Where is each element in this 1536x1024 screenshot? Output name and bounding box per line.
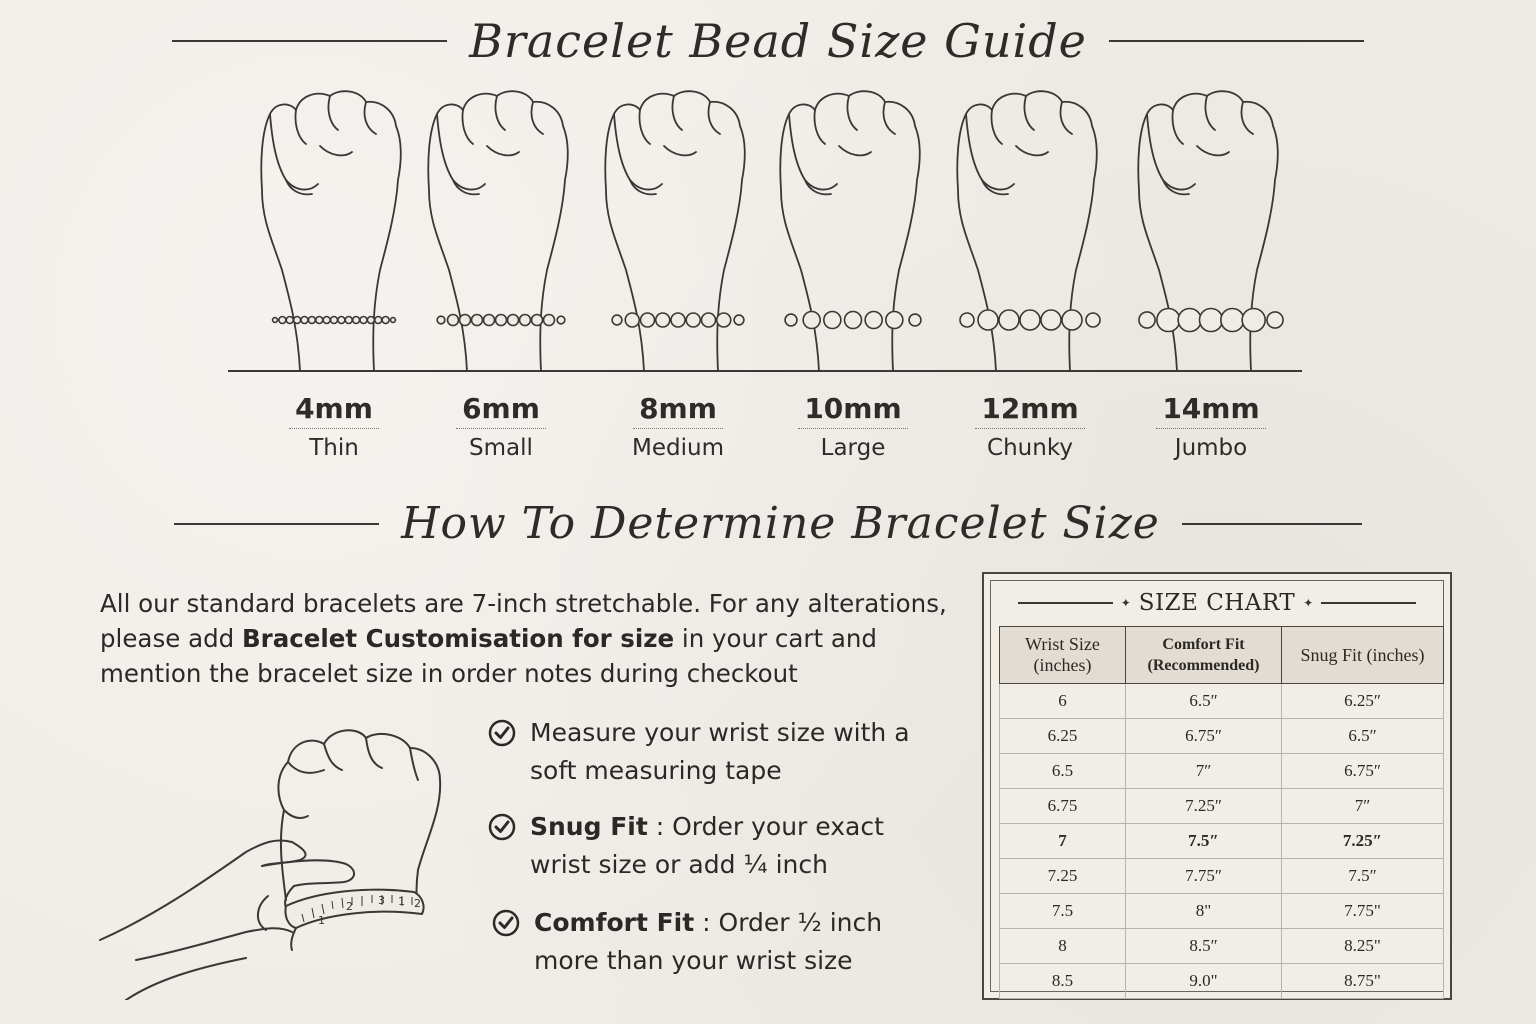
bead	[1178, 309, 1201, 332]
bead	[1041, 310, 1061, 330]
size-table-row	[1000, 824, 1444, 859]
bead-label-1	[431, 392, 571, 461]
bead	[625, 313, 639, 327]
bead	[1157, 309, 1180, 332]
size-table-row	[1000, 929, 1444, 964]
snug-fit-cell: 7.25″	[1282, 824, 1444, 859]
intro-bold: Bracelet Customisation for size	[241, 624, 675, 653]
bead	[367, 317, 374, 324]
comfort-fit-cell: 7.75″	[1126, 859, 1282, 894]
hand-with-bracelet-3	[780, 91, 920, 371]
bead	[331, 317, 338, 324]
bead	[1200, 309, 1223, 332]
bead	[1020, 310, 1040, 330]
bead-label-3	[783, 392, 923, 461]
size-table-row	[1000, 894, 1444, 929]
intro-text-2: in your cart and mention the bracelet size in order notes during checkout	[100, 624, 877, 688]
bead	[717, 313, 731, 327]
bead	[909, 314, 921, 326]
tip-bold: Comfort Fit	[534, 908, 695, 937]
bead	[1221, 309, 1244, 332]
comfort-fit-cell: 7.5″	[1126, 824, 1282, 859]
bead	[824, 312, 841, 329]
wrist-size-cell: 6	[1000, 684, 1126, 719]
bead-label-0	[264, 392, 404, 461]
subtitle-rule-left	[174, 523, 379, 525]
tip-text	[530, 808, 890, 884]
bead	[978, 310, 998, 330]
bead	[460, 315, 471, 326]
hand-with-bracelet-0	[261, 91, 401, 371]
diamond-ornament-icon: ✦	[1303, 596, 1314, 610]
bead	[375, 317, 382, 324]
bead	[308, 317, 315, 324]
snug-fit-cell: 6.75″	[1282, 754, 1444, 789]
wrist-size-cell: 6.75	[1000, 789, 1126, 824]
wrist-size-cell: 6.25	[1000, 719, 1126, 754]
bead	[338, 317, 345, 324]
bead	[448, 315, 459, 326]
chart-rule-right	[1321, 602, 1416, 604]
bead-label-2	[608, 392, 748, 461]
snug-fit-cell: 8.25"	[1282, 929, 1444, 964]
bead	[544, 315, 555, 326]
bead	[1139, 312, 1155, 328]
hand-with-bracelet-1	[428, 91, 568, 371]
bead	[496, 315, 507, 326]
wrist-size-cell: 7.25	[1000, 859, 1126, 894]
bead	[353, 317, 360, 324]
bead	[641, 313, 655, 327]
tip-bold: Snug Fit	[530, 812, 648, 841]
bead-hands-illustration	[0, 80, 1536, 380]
bead-name: Thin	[309, 435, 359, 461]
size-table-row	[1000, 964, 1444, 999]
bead	[960, 313, 974, 327]
bead	[865, 312, 882, 329]
snug-fit-cell: 6.25″	[1282, 684, 1444, 719]
tip-body: : Order ½ inch more than your wrist size	[534, 908, 883, 975]
how-to-title-row	[0, 498, 1536, 549]
bead	[484, 315, 495, 326]
bead-label-4	[960, 392, 1100, 461]
bead-name: Chunky	[987, 435, 1073, 461]
size-table-row	[1000, 719, 1444, 754]
bead-size: 8mm	[633, 392, 723, 429]
bead	[301, 317, 308, 324]
bead	[316, 317, 323, 324]
tip-text	[530, 714, 956, 790]
header-snug-fit: Snug Fit (inches)	[1282, 627, 1444, 684]
intro-paragraph	[100, 586, 970, 691]
comfort-fit-cell: 6.5″	[1126, 684, 1282, 719]
bead	[671, 313, 685, 327]
section-title: How To Determine Bracelet Size	[401, 498, 1160, 549]
size-table-row	[1000, 859, 1444, 894]
bead	[323, 317, 330, 324]
bead	[345, 317, 352, 324]
bead	[886, 312, 903, 329]
snug-fit-cell: 7.75"	[1282, 894, 1444, 929]
bead	[785, 314, 797, 326]
wrist-size-cell: 7.5	[1000, 894, 1126, 929]
comfort-fit-cell: 8.5″	[1126, 929, 1282, 964]
diamond-ornament-icon: ✦	[1120, 596, 1131, 610]
tip-comfort-fit	[490, 904, 904, 980]
bead	[1267, 312, 1283, 328]
comfort-fit-cell: 7″	[1126, 754, 1282, 789]
bead-size: 12mm	[975, 392, 1084, 429]
bead-label-5	[1141, 392, 1281, 461]
snug-fit-cell: 7.5″	[1282, 859, 1444, 894]
bead	[286, 317, 293, 324]
comfort-fit-cell: 9.0"	[1126, 964, 1282, 999]
tip-text	[534, 904, 904, 980]
bead	[360, 317, 367, 324]
bead	[734, 315, 744, 325]
hand-with-bracelet-2	[605, 91, 745, 371]
bead	[686, 313, 700, 327]
tape-number: 1	[318, 914, 325, 927]
comfort-fit-cell: 8"	[1126, 894, 1282, 929]
bead-size: 10mm	[798, 392, 907, 429]
bead	[803, 312, 820, 329]
comfort-fit-cell: 6.75″	[1126, 719, 1282, 754]
size-table-row	[1000, 754, 1444, 789]
bead-name: Large	[820, 435, 886, 461]
snug-fit-cell: 6.5″	[1282, 719, 1444, 754]
check-circle-icon	[486, 811, 518, 843]
intro-text-1: All our standard bracelets are 7-inch stretchable. For any alterations, please add	[100, 589, 947, 653]
wrist-size-cell: 6.5	[1000, 754, 1126, 789]
bead	[656, 313, 670, 327]
wrist-size-cell: 8	[1000, 929, 1126, 964]
tape-number: 3	[378, 894, 385, 907]
bead	[294, 317, 301, 324]
bead	[557, 316, 565, 324]
guide-title-row	[0, 14, 1536, 68]
tip-measure	[486, 714, 956, 790]
wrist-size-cell: 7	[1000, 824, 1126, 859]
bead	[1062, 310, 1082, 330]
size-table	[999, 626, 1444, 999]
title-rule-left	[172, 40, 447, 42]
bead-size: 4mm	[289, 392, 379, 429]
bead	[520, 315, 531, 326]
tape-number: 2	[346, 900, 353, 913]
header-wrist-size: Wrist Size (inches)	[1000, 627, 1126, 684]
check-circle-icon	[486, 717, 518, 749]
bead	[382, 317, 389, 324]
tip-body: : Order your exact wrist size or add ¼ inch	[530, 812, 884, 879]
bead	[472, 315, 483, 326]
chart-rule-left	[1018, 602, 1113, 604]
bead	[845, 312, 862, 329]
title-rule-right	[1109, 40, 1364, 42]
size-chart-title-row	[984, 590, 1450, 616]
snug-fit-cell: 8.75"	[1282, 964, 1444, 999]
size-chart-title: SIZE CHART	[1138, 590, 1296, 616]
comfort-fit-cell: 7.25″	[1126, 789, 1282, 824]
bead-name: Small	[469, 435, 533, 461]
snug-fit-cell: 7″	[1282, 789, 1444, 824]
tip-snug-fit	[486, 808, 890, 884]
bead	[612, 315, 622, 325]
bead-name: Jumbo	[1174, 435, 1248, 461]
bead	[391, 318, 396, 323]
size-chart	[982, 572, 1452, 1000]
size-table-row	[1000, 684, 1444, 719]
tape-number: 2	[414, 897, 421, 910]
bead	[437, 316, 445, 324]
wrist-size-cell: 8.5	[1000, 964, 1126, 999]
bead	[279, 317, 286, 324]
tip-body: Measure your wrist size with a soft measuring tape	[530, 718, 910, 785]
bead-size: 14mm	[1156, 392, 1265, 429]
size-table-row	[1000, 789, 1444, 824]
bead	[999, 310, 1019, 330]
bead	[532, 315, 543, 326]
check-circle-icon	[490, 907, 522, 939]
page-title: Bracelet Bead Size Guide	[469, 14, 1087, 68]
bead	[273, 318, 278, 323]
wrist-measuring-illustration	[96, 700, 456, 1000]
bead	[1242, 309, 1265, 332]
size-table-header	[1000, 627, 1444, 684]
bead	[1086, 313, 1100, 327]
bead-name: Medium	[632, 435, 724, 461]
header-comfort-fit: Comfort Fit (Recommended)	[1126, 627, 1282, 684]
bead-size: 6mm	[456, 392, 546, 429]
tape-number: 1	[398, 895, 405, 908]
bead	[702, 313, 716, 327]
bead	[508, 315, 519, 326]
subtitle-rule-right	[1182, 523, 1362, 525]
